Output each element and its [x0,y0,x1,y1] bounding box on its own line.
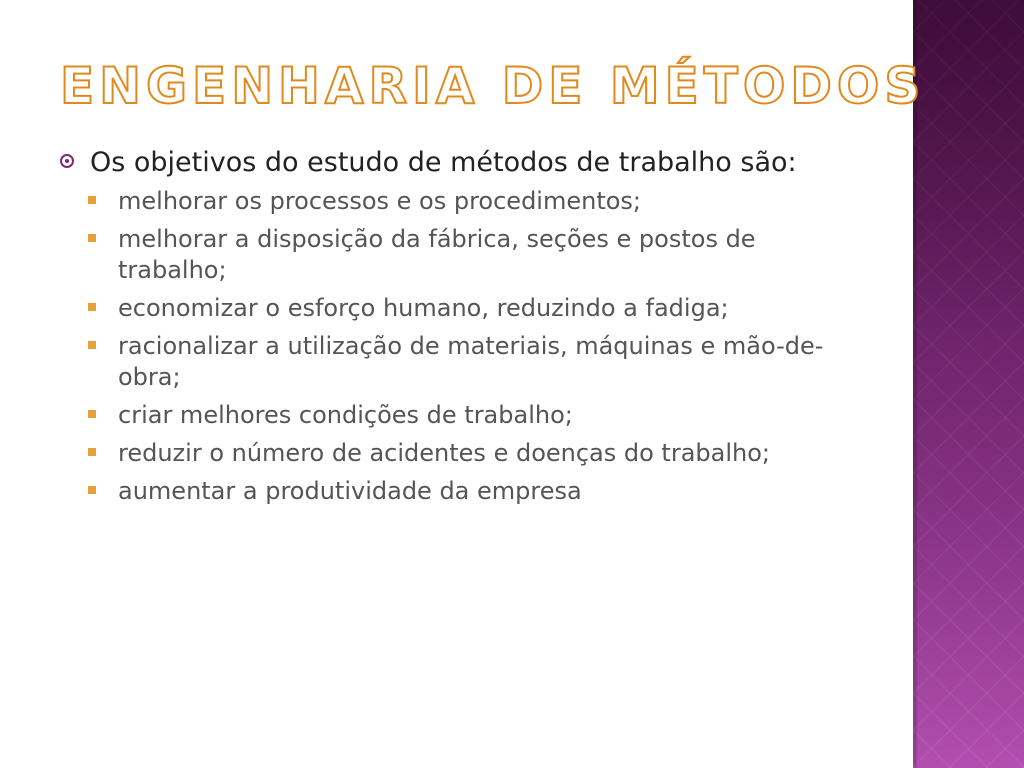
sub-bullet-item [60,186,860,217]
square-bullet-icon [88,410,96,418]
sub-bullet-item [60,224,860,286]
sub-bullet-text: reduzir o número de acidentes e doenças do trabalho; [118,439,771,467]
main-bullet-text: Os objetivos do estudo de métodos de trabalho são: [90,147,797,178]
sub-bullet-item [60,331,860,393]
square-bullet-icon [88,341,96,349]
target-circle-icon [60,154,74,168]
square-bullet-icon [88,196,96,204]
decorative-side-band [913,0,1024,768]
sub-bullet-text: aumentar a produtividade da empresa [118,477,582,505]
sub-bullet-text: criar melhores condições de trabalho; [118,401,573,429]
sub-bullet-item [60,293,860,324]
main-bullet-item [60,146,860,180]
square-bullet-icon [88,486,96,494]
square-bullet-icon [88,448,96,456]
sub-bullet-text: melhorar os processos e os procedimentos; [118,187,642,215]
sub-bullet-item [60,400,860,431]
sub-bullet-item [60,476,860,507]
bullet-content [60,146,860,514]
sub-bullet-text: racionalizar a utilização de materiais, máquinas e mão-de-obra; [118,332,824,391]
sub-bullet-text: economizar o esforço humano, reduzindo a fadiga; [118,294,729,322]
square-bullet-icon [88,303,96,311]
sub-bullet-text: melhorar a disposição da fábrica, seções e postos de trabalho; [118,225,756,284]
square-bullet-icon [88,234,96,242]
slide-title: ENGENHARIA DE MÉTODOS [60,57,926,115]
sub-bullet-item [60,438,860,469]
